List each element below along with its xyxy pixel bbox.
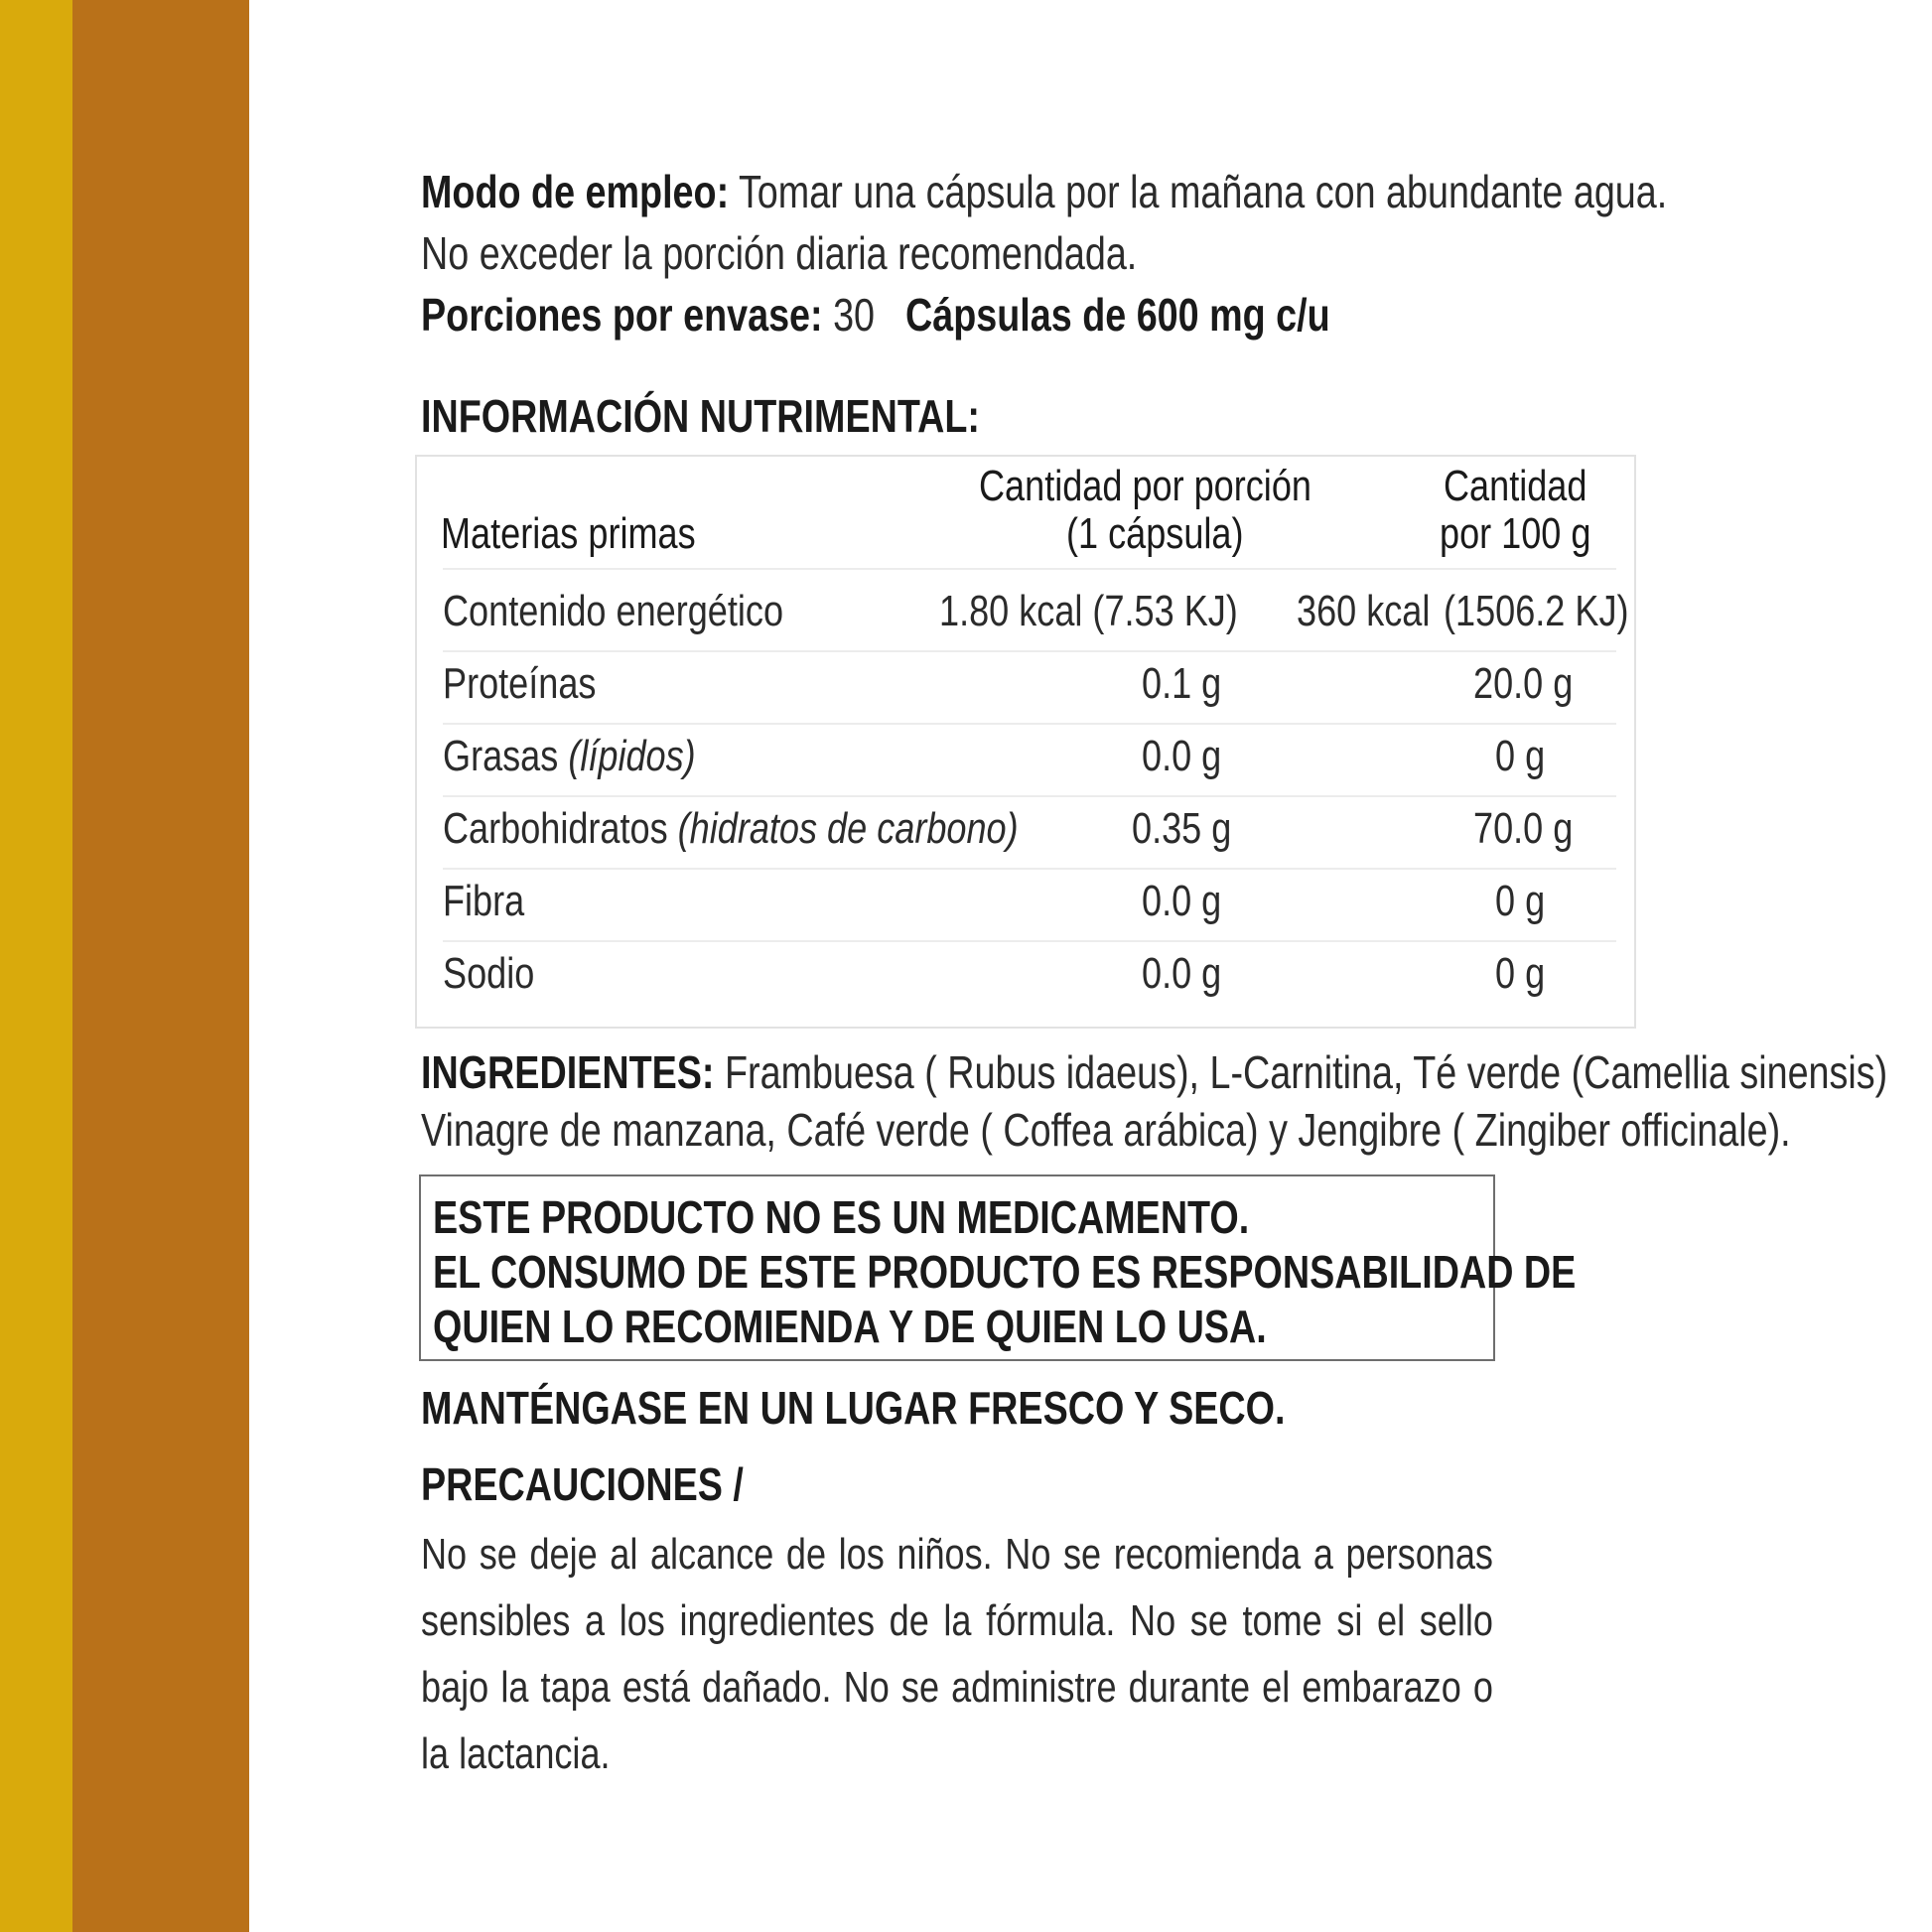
header-divider [443, 568, 1616, 570]
row-per-serving: 0.0 g [1142, 949, 1222, 998]
precautions-title: PRECAUCIONES / [421, 1458, 744, 1510]
storage-notice: MANTÉNGASE EN UN LUGAR FRESCO Y SECO. [421, 1382, 1286, 1434]
ingredients-line-2: Vinagre de manzana, Café verde ( Coffea arábica) y Jengibre ( Zingiber officinale). [421, 1104, 1791, 1156]
row-name: Contenido energético [443, 587, 784, 635]
table-row [443, 797, 1616, 870]
row-name: Carbohidratos (hidratos de carbono) [443, 804, 1019, 853]
row-per-serving: 0.0 g [1142, 732, 1222, 780]
ingredients-text-1: Frambuesa ( Rubus idaeus), L-Carnitina, Té verde (Camellia sinensis) [714, 1046, 1888, 1098]
warning-line-3: QUIEN LO RECOMIENDA Y DE QUIEN LO USA. [433, 1301, 1267, 1352]
row-per-serving: 1.80 kcal (7.53 KJ) [939, 587, 1238, 635]
servings-line [421, 289, 974, 341]
row-per-100g: 0 g [1495, 949, 1546, 998]
table-row [443, 725, 1616, 797]
row-per-100g: 20.0 g [1473, 659, 1574, 708]
row-note: (hidratos de carbono) [677, 804, 1019, 853]
table-row [443, 942, 1616, 1015]
row-per-100g-kcal: 360 kcal [1297, 587, 1431, 635]
row-per-serving: 0.35 g [1132, 804, 1232, 853]
usage-line [421, 166, 1932, 217]
header-cantidad-porcion: Cantidad por porción [979, 462, 1311, 510]
ingredients-line [421, 1046, 1932, 1098]
capsule-size: Cápsulas de 600 mg c/u [905, 289, 1330, 341]
header-materias-primas: Materias primas [441, 509, 696, 558]
table-row [443, 580, 1629, 652]
usage-line-2: No exceder la porción diaria recomendada. [421, 227, 1138, 279]
servings-label: Porciones por envase: [421, 289, 823, 341]
left-stripe-orange [72, 0, 249, 1932]
usage-label: Modo de empleo: [421, 166, 730, 217]
warning-line-1: ESTE PRODUCTO NO ES UN MEDICAMENTO. [433, 1191, 1250, 1243]
table-row [443, 870, 1616, 942]
nutrition-title: INFORMACIÓN NUTRIMENTAL: [421, 390, 980, 442]
row-per-100g: 70.0 g [1473, 804, 1574, 853]
warning-box [419, 1174, 1577, 1361]
servings-value: 30 [822, 289, 876, 341]
header-por-100g: por 100 g [1440, 509, 1591, 558]
row-name: Fibra [443, 877, 525, 925]
row-per-100g: 0 g [1495, 732, 1546, 780]
row-name: Proteínas [443, 659, 597, 708]
row-note: (lípidos) [568, 732, 696, 780]
row-per-100g-kj: (1506.2 KJ) [1444, 587, 1629, 635]
ingredients-label: INGREDIENTES: [421, 1046, 715, 1098]
row-per-serving: 0.1 g [1142, 659, 1222, 708]
warning-line-2: EL CONSUMO DE ESTE PRODUCTO ES RESPONSABILIDAD DE [433, 1246, 1577, 1298]
header-cantidad: Cantidad [1444, 462, 1587, 510]
row-per-serving: 0.0 g [1142, 877, 1222, 925]
precautions-text: No se deje al alcance de los niños. No se recomienda a personas sensibles a los ingredientes de la fórmula. No se tome si el sello bajo la tapa está dañado. No se administre durante el embarazo o la lactancia. [421, 1530, 1493, 1778]
usage-text: Tomar una cápsula por la mañana con abundante agua. [729, 166, 1668, 217]
row-name: Sodio [443, 949, 535, 998]
left-stripe-yellow [0, 0, 72, 1932]
nutrition-table [415, 455, 1636, 1029]
row-per-100g: 0 g [1495, 877, 1546, 925]
header-capsula: (1 cápsula) [1066, 509, 1244, 558]
table-row [443, 652, 1616, 725]
row-name: Grasas (lípidos) [443, 732, 696, 780]
